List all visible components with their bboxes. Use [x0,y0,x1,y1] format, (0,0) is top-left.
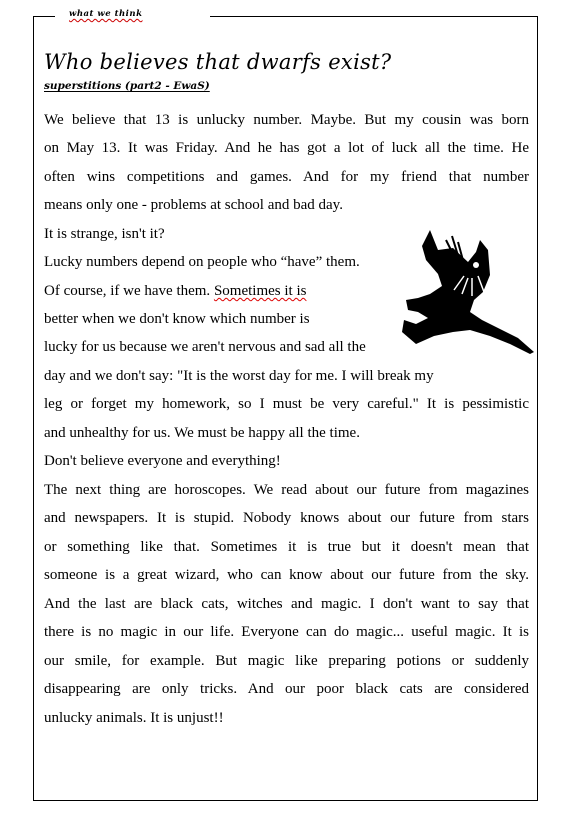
body-line-14: The next thing are horoscopes. We read about our future from magazines [44,482,529,498]
body-line-11: leg or forget my homework, so I must be very careful." It is pessimistic [44,396,529,412]
section-tab-label: what we think [61,9,150,19]
body-line-7-text: Of course, if we have them. [44,283,214,299]
body-line-17: someone is a great wizard, who can know about our future from the sky. [44,567,529,583]
article-subtitle: superstitions (part2 - EwaS) [44,80,210,92]
body-line-22: unlucky animals. It is unjust!! [44,710,224,726]
article-title: Who believes that dwarfs exist? [44,50,392,74]
body-line-12: and unhealthy for us. We must be happy all the time. [44,425,360,441]
body-line-7 [44,281,306,301]
body-line-8: better when we don't know which number is [44,311,310,327]
black-cat-icon [398,220,538,360]
body-line-4: means only one - problems at school and bad day. [44,197,343,213]
body-line-10: day and we don't say: "It is the worst day for me. I will break my [44,368,434,384]
body-line-20: our smile, for example. But magic like preparing potions or suddenly [44,653,529,669]
spellcheck-underlined-text: Sometimes it is [213,283,307,299]
body-line-15: and newspapers. It is stupid. Nobody knows about our future from stars [44,510,529,526]
body-line-9: lucky for us because we aren't nervous and sad all the [44,339,366,355]
body-line-6: Lucky numbers depend on people who “have” them. [44,254,360,270]
body-line-18: And the last are black cats, witches and magic. I don't want to say that [44,596,529,612]
body-line-13: Don't believe everyone and everything! [44,453,281,469]
body-line-21: disappearing are only tricks. And our poor black cats are considered [44,681,529,697]
body-line-1: We believe that 13 is unlucky number. Maybe. But my cousin was born [44,112,529,128]
body-line-5: It is strange, isn't it? [44,226,165,242]
body-line-16: or something like that. Sometimes it is true but it doesn't mean that [44,539,529,555]
body-line-19: there is no magic in our life. Everyone can do magic... useful magic. It is [44,624,529,640]
body-line-3: often wins competitions and games. And for my friend that number [44,169,529,185]
body-line-2: on May 13. It was Friday. And he has got a lot of luck all the time. He [44,140,529,156]
